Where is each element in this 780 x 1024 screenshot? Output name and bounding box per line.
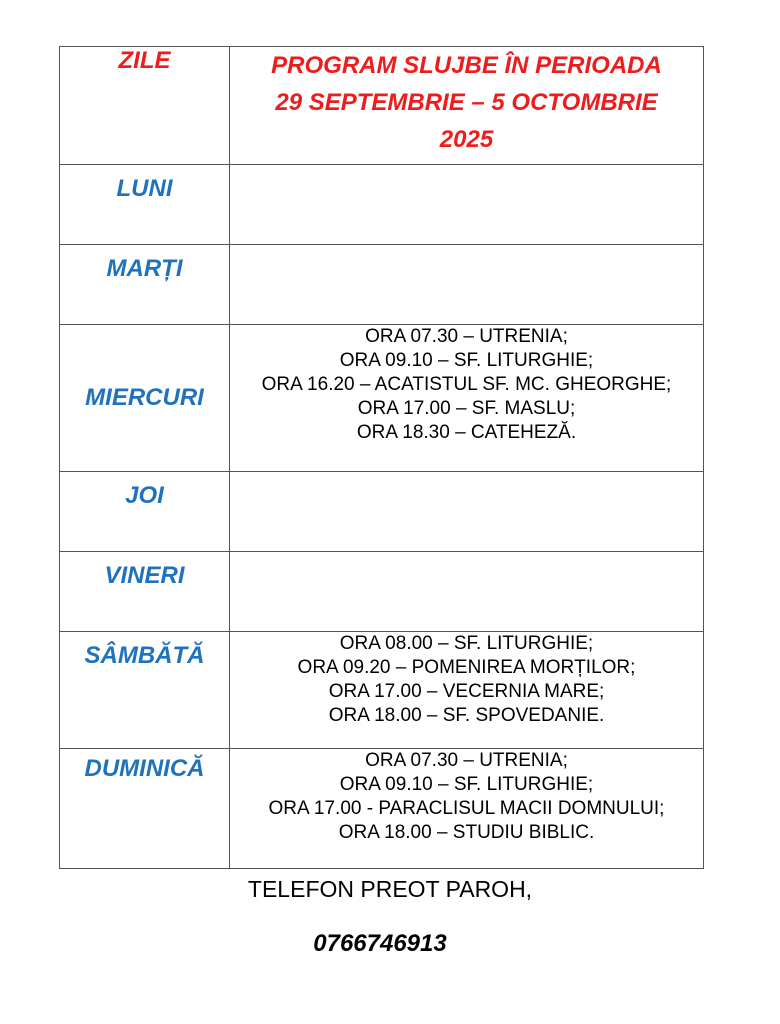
service-line: ORA 07.30 – UTRENIA; [365, 326, 568, 347]
service-line: ORA 09.10 – SF. LITURGHIE; [339, 350, 594, 371]
day-name-marti: MARȚI [60, 245, 230, 325]
service-line: ORA 18.00 – STUDIU BIBLIC. [338, 822, 595, 843]
service-line: ORA 07.30 – UTRENIA; [365, 750, 568, 771]
day-services-marti [230, 245, 704, 325]
day-services-luni [230, 165, 704, 245]
phone-number: 0766746913 [313, 930, 447, 957]
day-column-header: ZILE [60, 47, 230, 165]
day-services-sambata [230, 632, 704, 749]
day-services-miercuri [230, 325, 704, 472]
day-row-marti [60, 245, 704, 325]
program-column-header [230, 47, 704, 165]
day-row-sambata [60, 632, 704, 749]
header-row [60, 47, 704, 165]
service-line: ORA 09.10 – SF. LITURGHIE; [339, 774, 594, 795]
day-name-duminica: DUMINICĂ [60, 749, 230, 869]
service-line: ORA 18.30 – CATEHEZĂ. [356, 422, 577, 443]
day-row-vineri [60, 552, 704, 632]
day-row-luni [60, 165, 704, 245]
day-name-joi: JOI [60, 472, 230, 552]
service-line: ORA 18.00 – SF. SPOVEDANIE. [328, 705, 605, 726]
service-line: ORA 17.00 – VECERNIA MARE; [328, 681, 605, 702]
day-row-miercuri [60, 325, 704, 472]
day-name-luni: LUNI [60, 165, 230, 245]
day-name-miercuri: MIERCURI [60, 325, 230, 472]
program-period-line: 29 SEPTEMBRIE – 5 OCTOMBRIE [275, 89, 658, 116]
day-name-vineri: VINERI [60, 552, 230, 632]
program-year-line: 2025 [439, 126, 494, 153]
service-line: ORA 16.20 – ACATISTUL SF. MC. GHEORGHE; [261, 374, 672, 395]
service-line: ORA 17.00 – SF. MASLU; [357, 398, 576, 419]
day-services-vineri [230, 552, 704, 632]
schedule-table [59, 46, 704, 869]
day-services-joi [230, 472, 704, 552]
service-line: ORA 09.20 – POMENIREA MORȚILOR; [297, 657, 636, 678]
service-line: ORA 08.00 – SF. LITURGHIE; [339, 633, 594, 654]
program-title-line-1: PROGRAM SLUJBE ÎN PERIOADA [271, 52, 662, 79]
day-row-duminica [60, 749, 704, 869]
day-row-joi [60, 472, 704, 552]
day-name-sambata: SÂMBĂTĂ [60, 632, 230, 749]
day-services-duminica [230, 749, 704, 869]
phone-label: TELEFON PREOT PAROH, [247, 876, 533, 902]
service-line: ORA 17.00 - PARACLISUL MACII DOMNULUI; [268, 798, 665, 819]
